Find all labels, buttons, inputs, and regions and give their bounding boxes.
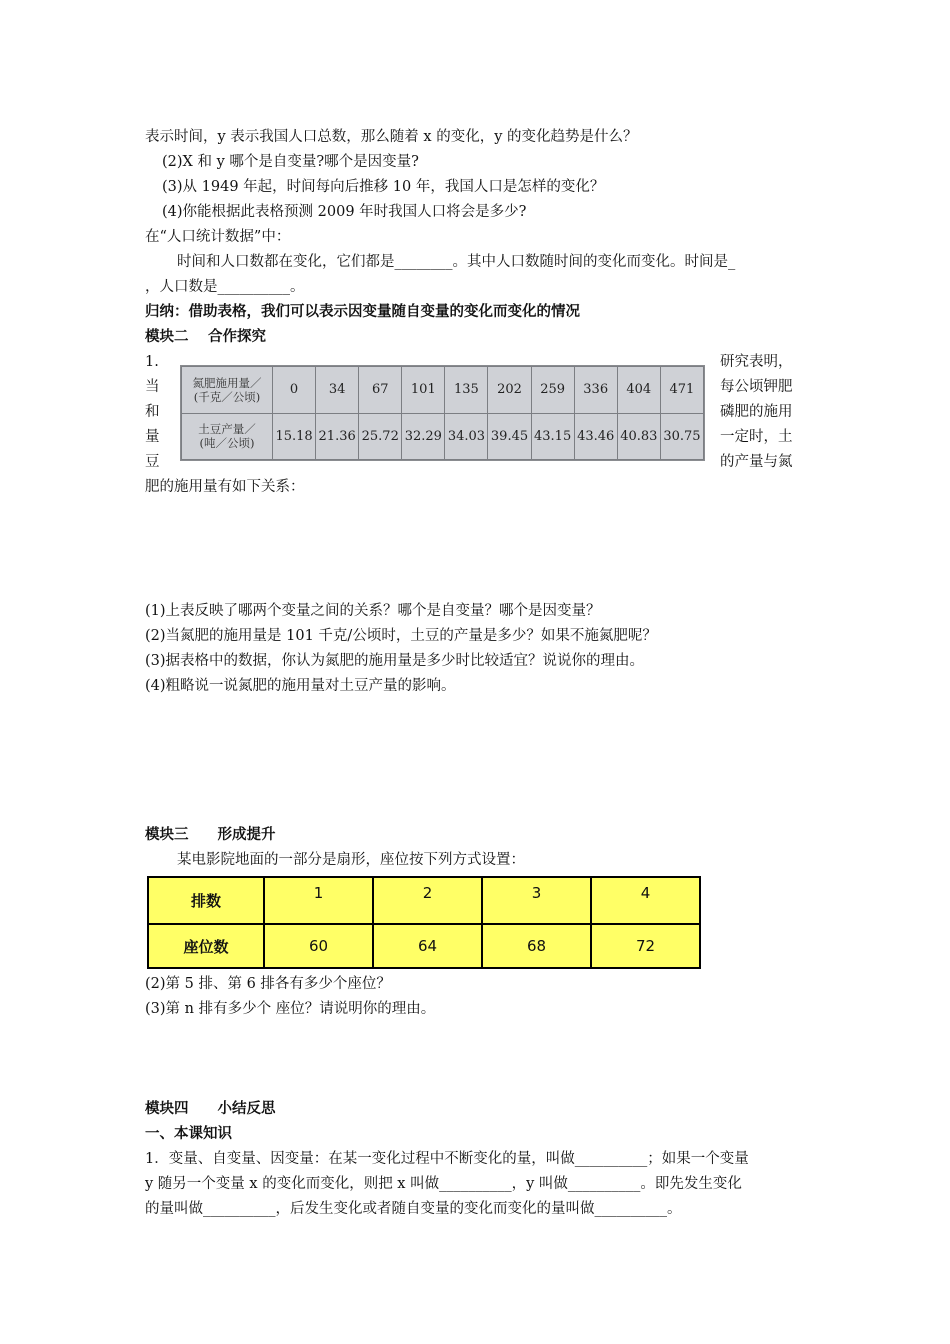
fertilizer-cell: 336 — [574, 367, 617, 414]
seat-count-row — [148, 924, 700, 968]
module3-intro: 某电影院地面的一部分是扇形，座位按下列方式设置： — [177, 852, 525, 868]
fertilizer-cell: 404 — [617, 367, 660, 414]
fertilizer-cell: 135 — [445, 367, 488, 414]
fertilizer-header-b: (千克／公顷) — [193, 389, 261, 404]
potato-header — [182, 413, 273, 460]
seat-count-cell: 68 — [482, 924, 591, 968]
fill-blank-line-1: 时间和人口数都在变化，它们都是________。其中人口数随时间的变化而变化。时间是_ — [177, 254, 736, 270]
row-number-cell: 3 — [482, 877, 591, 924]
question-3: (3)从 1949 年起，时间每向后推移 10 年，我国人口是怎样的变化？ — [162, 179, 605, 195]
fertilizer-table-photo — [180, 365, 705, 461]
seat-table — [147, 876, 701, 969]
module2-question-4: (4)粗略说一说氮肥的施用量对土豆产量的影响。 — [145, 678, 456, 694]
potato-cell: 21.36 — [316, 413, 359, 460]
potato-cell: 25.72 — [359, 413, 402, 460]
fertilizer-header — [182, 367, 273, 414]
seat-count-cell: 72 — [591, 924, 700, 968]
side-left-3: 和 — [145, 404, 160, 420]
potato-row — [182, 413, 704, 460]
fertilizer-cell: 471 — [660, 367, 703, 414]
module3-title: 模块三 形成提升 — [145, 827, 276, 843]
seat-count-cell: 60 — [264, 924, 373, 968]
module4-paragraph-2: y 随另一个变量 x 的变化而变化，则把 x 叫做__________，y 叫做__________。即先发生变化 — [145, 1176, 742, 1192]
module4-paragraph-1: 1．变量、自变量、因变量：在某一变化过程中不断变化的量，叫做__________；如果一个变量 — [145, 1151, 749, 1167]
side-right-1: 研究表明， — [720, 354, 793, 370]
row-number-row — [148, 877, 700, 924]
side-left-2: 当 — [145, 379, 160, 395]
fill-blank-line-2: ，人口数是__________。 — [145, 279, 305, 295]
fertilizer-cell: 259 — [531, 367, 574, 414]
fertilizer-cell: 0 — [273, 367, 316, 414]
side-right-4: 一定时，土 — [720, 429, 793, 445]
potato-cell: 43.15 — [531, 413, 574, 460]
summary-line: 归纳：借助表格，我们可以表示因变量随自变量的变化而变化的情况 — [145, 304, 580, 320]
side-right-2: 每公顷钾肥 — [720, 379, 793, 395]
question-4: (4)你能根据此表格预测 2009 年时我国人口将会是多少? — [162, 204, 527, 220]
module4-paragraph-3: 的量叫做__________，后发生变化或者随自变量的变化而变化的量叫做__________。 — [145, 1201, 682, 1217]
side-left-1: 1. — [145, 354, 159, 370]
module2-question-1: (1)上表反映了哪两个变量之间的关系？哪个是自变量？哪个是因变量？ — [145, 603, 601, 619]
context-line: 在“人口统计数据”中： — [145, 229, 291, 245]
module2-question-2: (2)当氮肥的施用量是 101 千克/公顷时，土豆的产量是多少？如果不施氮肥呢？ — [145, 628, 657, 644]
side-right-3: 磷肥的施用 — [720, 404, 793, 420]
potato-cell: 30.75 — [660, 413, 703, 460]
intro-line: 表示时间，y 表示我国人口总数，那么随着 x 的变化，y 的变化趋势是什么？ — [145, 129, 638, 145]
potato-header-a: 土豆产量／ — [198, 422, 256, 437]
side-left-4: 量 — [145, 429, 160, 445]
seat-count-label: 座位数 — [148, 924, 264, 968]
module3-question-2: (2)第 5 排、第 6 排各有多少个座位？ — [145, 976, 391, 992]
fertilizer-table — [181, 366, 704, 460]
seat-count-cell: 64 — [373, 924, 482, 968]
row-number-cell: 1 — [264, 877, 373, 924]
side-right-5: 的产量与氮 — [720, 454, 793, 470]
fertilizer-header-a: 氮肥施用量／ — [192, 375, 262, 390]
module4-section: 一、本课知识 — [145, 1126, 232, 1142]
potato-cell: 15.18 — [273, 413, 316, 460]
potato-cell: 39.45 — [488, 413, 531, 460]
potato-cell: 34.03 — [445, 413, 488, 460]
question-2: (2)X 和 y 哪个是自变量?哪个是因变量? — [162, 154, 419, 170]
potato-cell: 32.29 — [402, 413, 445, 460]
side-left-5: 豆 — [145, 454, 160, 470]
fertilizer-cell: 67 — [359, 367, 402, 414]
module3-question-3: (3)第 n 排有多少个 座位？请说明你的理由。 — [145, 1001, 436, 1017]
module4-title: 模块四 小结反思 — [145, 1101, 276, 1117]
module2-title: 模块二 合作探究 — [145, 329, 267, 345]
row-number-cell: 2 — [373, 877, 482, 924]
potato-cell: 40.83 — [617, 413, 660, 460]
potato-cell: 43.46 — [574, 413, 617, 460]
table-caption-line: 肥的施用量有如下关系： — [145, 479, 305, 495]
fertilizer-row — [182, 367, 704, 414]
row-number-label: 排数 — [148, 877, 264, 924]
fertilizer-cell: 34 — [316, 367, 359, 414]
module2-question-3: (3)据表格中的数据，你认为氮肥的施用量是多少时比较适宜？说说你的理由。 — [145, 653, 645, 669]
potato-header-b: (吨／公顷) — [199, 436, 255, 451]
row-number-cell: 4 — [591, 877, 700, 924]
fertilizer-cell: 101 — [402, 367, 445, 414]
fertilizer-cell: 202 — [488, 367, 531, 414]
